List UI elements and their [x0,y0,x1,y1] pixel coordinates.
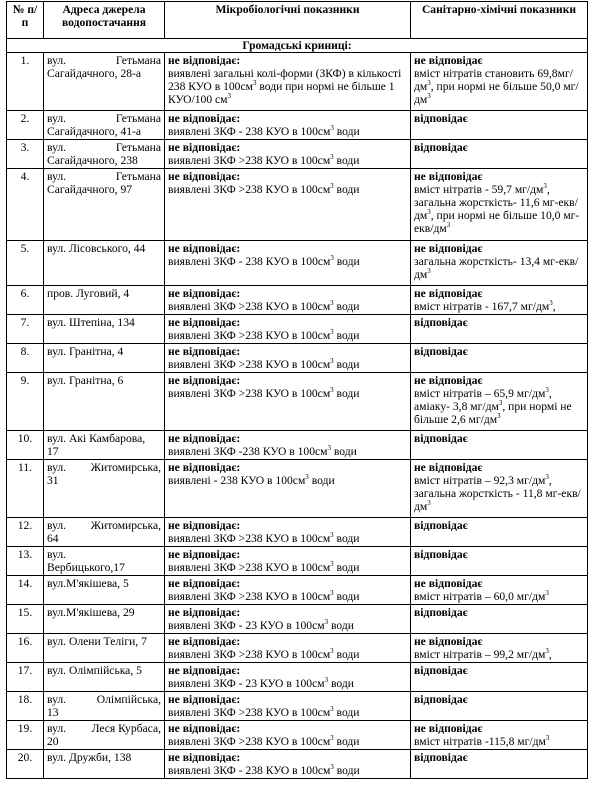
table-row [7,605,588,634]
row-micro [165,431,411,460]
micro-status: не відповідає: [168,432,241,445]
address-part: Олімпійська, [96,693,161,706]
address-part: вул. [47,141,67,154]
address-line-1 [47,693,161,706]
row-chem [411,286,588,315]
row-address [44,373,165,431]
table-row [7,53,588,111]
row-address [44,750,165,779]
address-line-2: Сагайдачного, 238 [47,154,138,167]
address-part: вул. Олени Теліги, 7 [47,635,147,648]
chem-status: не відповідає [414,242,483,255]
row-number: 17. [7,663,44,692]
micro-detail: виявлені ЗКФ >238 КУО в $100см^3$ води [168,182,360,196]
chem-status: не відповідає [414,635,483,648]
document-page [6,1,587,779]
row-address [44,241,165,286]
row-number: 10. [7,431,44,460]
address-line-2: Сагайдачного, 41-а [47,125,142,138]
row-address [44,169,165,241]
chem-status: відповідає [414,141,468,154]
row-number: 1. [7,53,44,111]
row-number: 11. [7,460,44,518]
row-chem [411,663,588,692]
row-address [44,605,165,634]
table-row [7,692,588,721]
row-number: 8. [7,344,44,373]
micro-detail: виявлені ЗКФ - 23 КУО в $100см^3$ води [168,618,354,632]
address-line-1 [47,112,161,125]
address-part: Гетьмана [115,54,161,67]
address-part: вул. Гранітна, 4 [47,345,124,358]
address-part: вул. [47,461,67,474]
chem-status: не відповідає [414,287,483,300]
row-address [44,53,165,111]
table-row [7,373,588,431]
micro-status: не відповідає: [168,345,241,358]
address-part: вул. Олімпійська, 5 [47,664,142,677]
micro-detail: виявлені ЗКФ - 23 КУО в $100см^3$ води [168,676,354,690]
address-part: вул. [47,170,67,183]
chem-status: не відповідає [414,170,483,183]
row-micro [165,721,411,750]
row-number: 7. [7,315,44,344]
micro-detail: виявлені ЗКФ >238 КУО в $100см^3$ води [168,328,360,342]
chem-status: не відповідає [414,722,483,735]
row-chem [411,111,588,140]
row-number: 16. [7,634,44,663]
table-row [7,241,588,286]
address-line-1 [47,751,161,764]
row-micro [165,169,411,241]
table-row [7,315,588,344]
address-line-1 [47,170,161,183]
table-row [7,663,588,692]
address-part: вул. Гранітна, 6 [47,374,124,387]
row-number: 6. [7,286,44,315]
table-row [7,750,588,779]
address-line-2: 64 [47,532,59,545]
table-body [7,39,588,779]
micro-status: не відповідає: [168,170,241,183]
chem-status: відповідає [414,345,468,358]
row-number: 13. [7,547,44,576]
table-row [7,576,588,605]
address-part: вул. Дружби, 138 [47,751,132,764]
row-chem [411,460,588,518]
chem-detail: вміст нітратів – 65,9 $мг/дм^3$, аміаку- 3,8 $мг/дм^3$, при нормі не більше 2,6 $мг/дм^3$ [414,386,572,426]
chem-detail: вміст нітратів становить $69,8мг/дм^3$, при нормі не більше 50,0 $мг/дм^3$ [414,67,579,106]
address-line-1 [47,287,161,300]
row-address [44,460,165,518]
chem-status: не відповідає [414,54,483,67]
address-line-2: 20 [47,735,59,748]
micro-status: не відповідає: [168,722,241,735]
row-address [44,576,165,605]
row-address [44,140,165,169]
table-row [7,169,588,241]
chem-detail: вміст нітратів – 92,3 $мг/дм^3$, загальна жорсткість - 11,8 $мг-екв/дм^3$ [414,473,581,513]
row-micro [165,286,411,315]
address-line-1 [47,664,161,677]
row-micro [165,344,411,373]
micro-status: не відповідає: [168,635,241,648]
table-row [7,111,588,140]
address-part: вул. Акі Камбарова, [47,432,146,445]
micro-detail: виявлені ЗКФ >238 КУО в $100см^3$ води [168,647,360,661]
row-chem [411,373,588,431]
chem-status: відповідає [414,606,468,619]
row-chem [411,576,588,605]
micro-status: не відповідає: [168,693,241,706]
table-row [7,460,588,518]
row-chem [411,605,588,634]
row-chem [411,169,588,241]
chem-status: не відповідає [414,577,483,590]
row-number: 3. [7,140,44,169]
address-line-1 [47,722,161,735]
address-part: вул.М'якішева, 29 [47,606,135,619]
address-part: вул. Лісовського, 44 [47,242,146,255]
row-micro [165,53,411,111]
micro-detail: виявлені ЗКФ >238 КУО в $100см^3$ води [168,299,360,313]
address-part: вул. [47,693,67,706]
row-number: 9. [7,373,44,431]
row-chem [411,53,588,111]
table-row [7,286,588,315]
table-row [7,721,588,750]
row-chem [411,547,588,576]
micro-detail: виявлені ЗКФ -238 КУО в $100см^3$ води [168,444,357,458]
address-line-2: Сагайдачного, 97 [47,183,133,196]
micro-status: не відповідає: [168,519,241,532]
row-number: 12. [7,518,44,547]
micro-status: не відповідає: [168,287,241,300]
table-row [7,140,588,169]
row-address [44,663,165,692]
row-micro [165,460,411,518]
row-micro [165,111,411,140]
address-line-1 [47,606,161,619]
micro-status: не відповідає: [168,112,241,125]
chem-status: відповідає [414,316,468,329]
section-row [7,39,588,53]
header-address: Адреса джерела водопостачання [44,2,165,39]
address-part: Гетьмана [115,141,161,154]
row-chem [411,315,588,344]
row-address [44,547,165,576]
address-part: вул. [47,519,67,532]
row-chem [411,634,588,663]
address-line-1 [47,242,161,255]
address-line-2: 13 [47,706,59,719]
row-micro [165,576,411,605]
section-title: Громадські криниці: [7,39,588,53]
row-micro [165,750,411,779]
address-part: вул.М'якішева, 5 [47,577,129,590]
row-chem [411,518,588,547]
micro-detail: виявлені ЗКФ >238 КУО в $100см^3$ води [168,153,360,167]
address-line-2: Вербицького,17 [47,561,125,574]
row-address [44,634,165,663]
row-number: 18. [7,692,44,721]
micro-detail: виявлені ЗКФ >238 КУО в $100см^3$ води [168,734,360,748]
row-micro [165,315,411,344]
row-number: 15. [7,605,44,634]
chem-status: відповідає [414,664,468,677]
row-number: 19. [7,721,44,750]
row-micro [165,547,411,576]
chem-status: відповідає [414,548,468,561]
address-part: Житомирська, [90,519,161,532]
row-address [44,286,165,315]
row-number: 14. [7,576,44,605]
address-line-1 [47,432,161,445]
water-quality-table [6,1,588,779]
table-row [7,431,588,460]
address-part: вул. [47,548,67,561]
address-line-2: Сагайдачного, 28-а [47,67,142,80]
chem-status: відповідає [414,751,468,764]
chem-detail: вміст нітратів -115,8 $мг/дм^3$ [414,734,550,748]
row-micro [165,605,411,634]
address-part: вул. [47,722,67,735]
micro-detail: виявлені - 238 КУО в $100см^3$ води [168,473,335,487]
row-address [44,315,165,344]
address-part: Житомирська, [90,461,161,474]
address-line-1 [47,635,161,648]
chem-status: відповідає [414,693,468,706]
row-number: 20. [7,750,44,779]
chem-detail: вміст нітратів – 99,2 $мг/дм^3$, [414,647,552,661]
row-micro [165,692,411,721]
table-row [7,518,588,547]
row-address [44,692,165,721]
row-number: 5. [7,241,44,286]
chem-status: відповідає [414,519,468,532]
micro-detail: виявлені ЗКФ >238 КУО в $100см^3$ води [168,357,360,371]
micro-status: не відповідає: [168,141,241,154]
chem-status: не відповідає [414,374,483,387]
micro-status: не відповідає: [168,242,241,255]
micro-detail: виявлені ЗКФ >238 КУО в $100см^3$ води [168,705,360,719]
row-chem [411,140,588,169]
micro-status: не відповідає: [168,751,241,764]
row-number: 4. [7,169,44,241]
address-line-1 [47,548,161,561]
micro-status: не відповідає: [168,54,241,67]
micro-detail: виявлені ЗКФ >238 КУО в $100см^3$ води [168,589,360,603]
table-row [7,344,588,373]
address-line-1 [47,374,161,387]
address-part: Гетьмана [115,112,161,125]
chem-status: відповідає [414,112,468,125]
row-micro [165,241,411,286]
micro-detail: виявлені ЗКФ >238 КУО в $100см^3$ води [168,386,360,400]
address-line-1 [47,54,161,67]
row-chem [411,721,588,750]
row-address [44,344,165,373]
address-line-1 [47,461,161,474]
address-part: пров. Луговий, 4 [47,287,130,300]
micro-detail: виявлені ЗКФ - 238 КУО в $100см^3$ води [168,124,360,138]
chem-status: не відповідає [414,461,483,474]
micro-detail: виявлені ЗКФ >238 КУО в $100см^3$ води [168,560,360,574]
chem-detail: вміст нітратів - 59,7 $мг/дм^3$, загальна жорсткість- 11,6 $мг-екв/дм^3$, при нормі не більше 10,0 $мг-екв/дм^3$ [414,182,580,235]
micro-status: не відповідає: [168,548,241,561]
table-row [7,547,588,576]
row-micro [165,634,411,663]
micro-detail: виявлені ЗКФ - 238 КУО в $100см^3$ води [168,763,360,777]
address-line-1 [47,345,161,358]
row-address [44,518,165,547]
row-number: 2. [7,111,44,140]
address-part: вул. [47,112,67,125]
address-part: Гетьмана [115,170,161,183]
row-chem [411,241,588,286]
row-chem [411,431,588,460]
micro-status: не відповідає: [168,316,241,329]
row-micro [165,518,411,547]
row-micro [165,663,411,692]
row-micro [165,140,411,169]
micro-status: не відповідає: [168,461,241,474]
address-line-1 [47,577,161,590]
row-address [44,111,165,140]
address-part: вул. [47,54,67,67]
address-line-1 [47,141,161,154]
header-chem: Санітарно-хімічні показники [411,2,588,39]
micro-status: не відповідає: [168,664,241,677]
micro-status: не відповідає: [168,374,241,387]
row-chem [411,344,588,373]
table-header-row [7,2,588,39]
chem-status: відповідає [414,432,468,445]
address-line-2: 17 [47,445,59,458]
table-row [7,634,588,663]
address-part: вул. Штепіна, 134 [47,316,135,329]
row-address [44,721,165,750]
address-line-1 [47,316,161,329]
address-line-1 [47,519,161,532]
micro-detail: виявлені ЗКФ - 238 КУО в $100см^3$ води [168,254,360,268]
chem-detail: вміст нітратів - 167,7 $мг/дм^3$, [414,299,556,313]
chem-detail: вміст нітратів – 60,0 $мг/дм^3$ [414,589,549,603]
address-line-2: 31 [47,474,59,487]
address-part: Леся Курбаса, [91,722,161,735]
chem-detail: загальна жорсткість- 13,4 $мг-екв/дм^3$ [414,255,579,281]
header-num: № п/п [7,2,44,39]
micro-detail: виявлені загальні колі-форми (ЗКФ) в кількості 238 КУО в $100см^3$ води при нормі не більше 1 КУО/100 $см^3$ [168,67,402,106]
row-micro [165,373,411,431]
row-chem [411,692,588,721]
row-chem [411,750,588,779]
micro-status: не відповідає: [168,577,241,590]
row-address [44,431,165,460]
header-micro: Мікробіологічні показники [165,2,411,39]
micro-status: не відповідає: [168,606,241,619]
micro-detail: виявлені ЗКФ >238 КУО в $100см^3$ води [168,531,360,545]
